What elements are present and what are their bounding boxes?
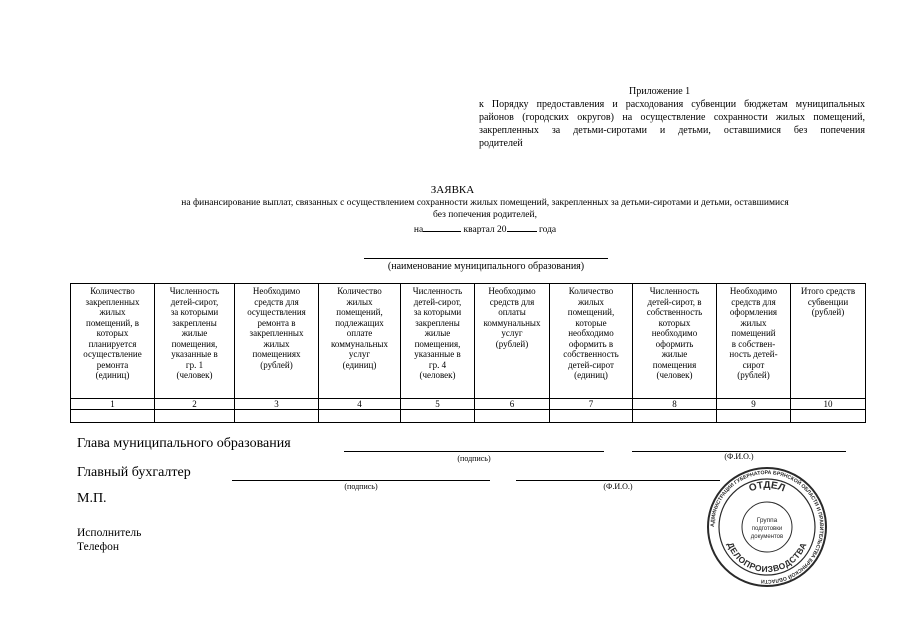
table-cell [235,410,319,423]
appendix-line: к Порядку предоставления и расходования субвенции бюджетам муниципальных [479,99,865,110]
column-header-line: осуществления [247,307,306,317]
column-number-4: 4 [319,399,401,410]
column-header-line: помещений [731,328,776,338]
head-name-caption: (Ф.И.О.) [724,452,754,461]
column-header-10 [791,284,866,399]
table-cell [475,410,550,423]
column-header-line: средств для [489,296,535,307]
column-header-line: закрепленных [85,296,140,307]
column-header-line: (единиц) [574,370,608,380]
column-header-line: детей-сирот, [413,296,462,307]
column-header-line: (человек) [656,370,693,380]
column-header-line: закреплены [172,317,217,328]
stamp-center-line: Группа [756,517,778,524]
stamp-top-text: ОТДЕЛ [747,479,787,495]
accountant-name-line [516,480,720,481]
column-number-6: 6 [475,399,550,410]
column-header-line: за которыми [413,307,462,317]
column-header-line: гр. 4 [428,359,447,370]
column-header-line: которых [96,328,129,338]
column-header-line: Количество [337,286,382,296]
table-cell [71,410,155,423]
accountant-sign-caption: (подпись) [344,482,378,491]
column-header-line: Необходимо [488,286,536,296]
column-header-line: (единиц) [95,370,130,380]
column-header-line: (рублей) [811,307,845,317]
accountant-label: Главный бухгалтер [77,465,191,480]
table-cell [155,410,235,423]
column-number-8: 8 [633,399,717,410]
appendix-line: родителей [479,138,523,149]
column-header-line: необходимо [568,328,614,338]
column-header-line: средств для [731,296,776,307]
column-header-line: коммунальных [483,317,541,328]
table-cell [319,410,401,423]
column-header-line: которых [658,317,691,328]
seal-label: М.П. [77,491,107,506]
column-header-line: Итого средств [800,286,856,296]
appendix-line: закрепленных за детьми-сиротами и детьми, оставшимися без попечения [479,125,865,136]
head-label: Глава муниципального образования [77,436,291,451]
column-header-line: в собствен- [731,338,776,349]
column-header-line: коммунальных [331,338,388,349]
column-number-7: 7 [550,399,633,410]
column-header-line: услуг [348,349,371,359]
column-header-8 [633,284,717,399]
column-header-line: (человек) [176,370,213,380]
appendix-text [479,98,865,150]
table-cell [633,410,717,423]
head-sign-caption: (подпись) [457,454,491,463]
column-header-line: указанные в [171,349,218,359]
column-header-line: помещения [652,359,697,370]
column-header-line: помещений, [567,307,615,317]
column-header-line: Количество [568,286,614,296]
column-header-line: подлежащих [335,317,384,328]
stamp-center-line: документов [750,534,784,540]
column-header-line: оплате [346,328,373,338]
quarter-middle: квартал 20 [463,225,507,235]
column-header-line: (рублей) [495,338,529,349]
column-header-line: которые [575,317,607,328]
column-header-line: помещений, [336,307,383,317]
column-header-line: (рублей) [737,370,770,380]
column-header-line: услуг [501,328,523,338]
column-header-line: помещениях [252,349,301,359]
accountant-name-caption: (Ф.И.О.) [603,482,633,491]
column-header-line: гр. 1 [185,359,204,370]
column-header-line: осуществление [83,349,142,359]
column-header-line: жилые [424,328,451,338]
column-header-9 [717,284,791,399]
table-cell [717,410,791,423]
column-header-7 [550,284,633,399]
column-header-line: детей-сирот [568,359,614,370]
column-header-line: субвенции [807,296,849,307]
column-number-5: 5 [401,399,475,410]
column-header-line: Численность [412,286,463,296]
column-header-line: планируется [88,338,137,349]
column-header-line: закреплены [415,317,460,328]
executor-label: Исполнитель [77,527,142,539]
phone-label: Телефон [77,541,120,553]
head-sign-line [344,451,604,452]
column-header-line: помещений, в [86,317,139,328]
column-header-line: оформления [729,307,778,317]
table-cell [791,410,866,423]
accountant-sign-line [232,480,490,481]
column-header-line: (человек) [419,370,456,380]
stamp-ring-text: АДМИНИСТРАЦИИ ГУБЕРНАТОРА БРЯНСКОЙ ОБЛАСТИ И ПРАВИТЕЛЬСТВА БРЯНСКОЙ ОБЛАСТИ [709,469,825,585]
column-header-line: оплаты [498,307,526,317]
column-header-1 [71,284,155,399]
column-header-line: ремонта [96,359,129,370]
column-header-line: жилых [577,296,605,307]
office-stamp [706,466,828,588]
subvention-table [70,283,866,423]
column-header-line: детей-сирот, в [647,296,702,307]
column-header-line: жилых [346,296,373,307]
column-header-3 [235,284,319,399]
form-subtitle [100,197,870,221]
column-number-9: 9 [717,399,791,410]
form-subtitle-line2: без попечения родителей, [433,210,537,220]
column-header-line: сирот [742,359,765,370]
column-header-line: ность детей- [729,349,778,359]
column-header-line: жилых [740,317,767,328]
column-header-line: оформить [655,338,694,349]
appendix-title: Приложение 1 [629,86,691,97]
column-header-line: жилые [181,328,208,338]
form-subtitle-line1: на финансирование выплат, связанных с осуществлением сохранности жилых помещений, закрепленных за детьми-сиротами и детьми, оставшимися [181,198,789,208]
column-header-line: Необходимо [729,286,778,296]
column-number-2: 2 [155,399,235,410]
column-header-line: за которыми [170,307,219,317]
column-number-row [71,399,866,410]
column-header-line: (единиц) [342,359,377,370]
column-header-line: жилых [99,307,126,317]
column-header-line: Количество [90,286,135,296]
column-header-line: (рублей) [260,359,293,370]
column-header-line: оформить в [568,338,614,349]
column-header-line: указанные в [414,349,461,359]
column-header-line: Численность [169,286,220,296]
table-cell [550,410,633,423]
quarter-suffix: года [538,225,557,235]
column-header-line: жилые [661,349,688,359]
column-header-line: Численность [649,286,700,296]
column-header-line: помещения, [414,338,461,349]
column-header-line: собственность [646,307,703,317]
data-row [71,410,866,423]
column-header-line: детей-сирот, [170,296,219,307]
stamp-center-line: подготовки [751,526,783,532]
quarter-blank [423,222,461,232]
column-header-2 [155,284,235,399]
header-row [71,284,866,399]
column-header-line: Необходимо [252,286,301,296]
column-number-3: 3 [235,399,319,410]
appendix-line: районов (городских округов) на осуществление сохранности жилых помещений, [479,112,865,123]
column-header-line: жилых [263,338,290,349]
quarter-line [300,222,670,235]
column-header-line: необходимо [651,328,698,338]
year-blank [507,222,537,232]
column-header-6 [475,284,550,399]
municipality-line [364,258,608,259]
column-header-line: собственность [563,349,619,359]
table-cell [401,410,475,423]
column-header-line: средств для [254,296,299,307]
column-header-4 [319,284,401,399]
column-number-10: 10 [791,399,866,410]
municipality-caption: (наименование муниципального образования) [387,261,585,272]
column-header-5 [401,284,475,399]
stamp-bottom-text: ДЕЛОПРОИЗВОДСТВА [725,540,809,575]
column-header-line: ремонта в [257,317,296,328]
column-number-1: 1 [71,399,155,410]
column-header-line: закрепленных [249,328,304,338]
quarter-prefix: на [413,225,424,235]
form-title: ЗАЯВКА [430,184,475,196]
column-header-line: помещения, [171,338,218,349]
